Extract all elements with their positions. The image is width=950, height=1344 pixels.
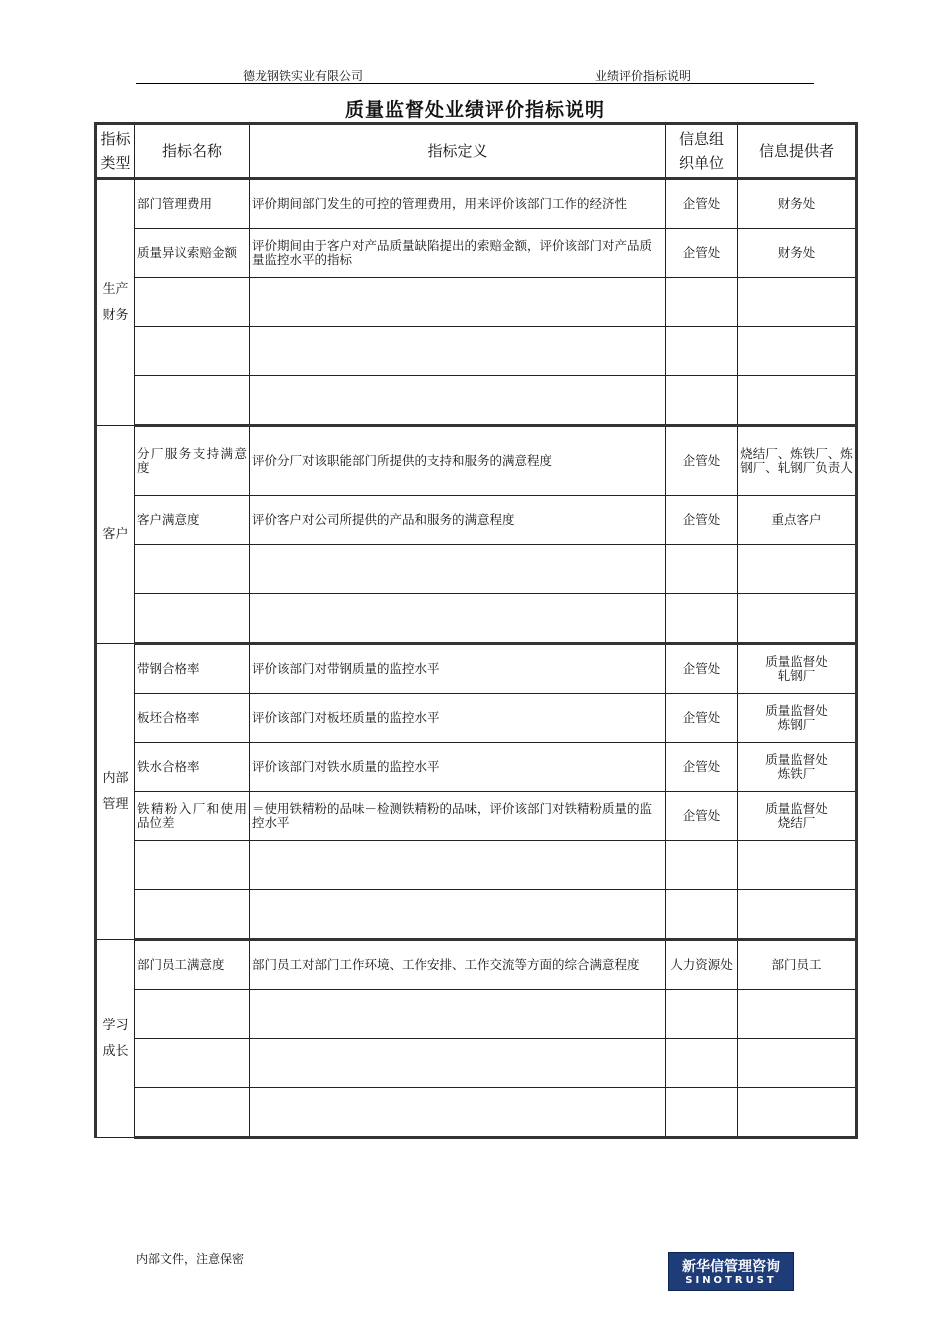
indicator-name-cell: 铁水合格率 (135, 743, 250, 792)
info-provider-cell (738, 327, 857, 376)
info-provider-cell (738, 1039, 857, 1088)
col-header-name: 指标名称 (135, 124, 250, 179)
col-header-unit: 信息组 织单位 (666, 124, 738, 179)
indicator-definition-cell: 评价该部门对带钢质量的监控水平 (250, 644, 666, 694)
indicator-definition-cell (250, 1039, 666, 1088)
indicator-definition-cell: 评价该部门对板坯质量的监控水平 (250, 694, 666, 743)
indicator-name-cell (135, 327, 250, 376)
info-unit-cell (666, 327, 738, 376)
header-company: 德龙钢铁实业有限公司 (243, 69, 364, 83)
indicator-name-cell (135, 1088, 250, 1138)
table-row (96, 743, 857, 792)
indicator-name-cell (135, 376, 250, 426)
table-row (96, 792, 857, 841)
indicator-definition-cell: 评价客户对公司所提供的产品和服务的满意程度 (250, 496, 666, 545)
category-cell: 客户 (96, 426, 135, 644)
table-row (96, 496, 857, 545)
indicator-name-cell: 板坯合格率 (135, 694, 250, 743)
info-provider-cell (738, 841, 857, 890)
info-unit-cell: 企管处 (666, 694, 738, 743)
indicator-name-cell: 带钢合格率 (135, 644, 250, 694)
indicator-definition-cell (250, 278, 666, 327)
indicator-definition-cell (250, 841, 666, 890)
header-rule (136, 83, 814, 84)
table-row (96, 426, 857, 496)
info-provider-cell (738, 376, 857, 426)
info-unit-cell (666, 594, 738, 644)
info-unit-cell: 企管处 (666, 792, 738, 841)
table-row (96, 376, 857, 426)
info-provider-cell: 质量监督处 炼铁厂 (738, 743, 857, 792)
info-provider-cell (738, 890, 857, 940)
indicator-definition-cell: 评价分厂对该职能部门所提供的支持和服务的满意程度 (250, 426, 666, 496)
indicator-name-cell (135, 545, 250, 594)
logo-english-text: SINOTRUST (685, 1275, 777, 1286)
table-row (96, 1039, 857, 1088)
indicator-name-cell (135, 1039, 250, 1088)
table-row (96, 278, 857, 327)
category-cell: 内部 管理 (96, 644, 135, 940)
info-provider-cell: 质量监督处 炼钢厂 (738, 694, 857, 743)
info-unit-cell (666, 1039, 738, 1088)
info-unit-cell: 企管处 (666, 229, 738, 278)
table-row (96, 545, 857, 594)
info-provider-cell: 部门员工 (738, 940, 857, 990)
table-row (96, 1088, 857, 1138)
indicator-definition-cell: 评价期间由于客户对产品质量缺陷提出的索赔金额，评价该部门对产品质量监控水平的指标 (250, 229, 666, 278)
info-unit-cell (666, 545, 738, 594)
table-row (96, 594, 857, 644)
info-unit-cell (666, 890, 738, 940)
info-provider-cell (738, 990, 857, 1039)
info-provider-cell: 财务处 (738, 179, 857, 229)
logo-chinese-text: 新华信管理咨询 (682, 1259, 780, 1275)
indicator-definition-cell: ＝使用铁精粉的品味－检测铁精粉的品味，评价该部门对铁精粉质量的监控水平 (250, 792, 666, 841)
info-provider-cell (738, 594, 857, 644)
indicator-definition-cell (250, 594, 666, 644)
indicator-definition-cell: 评价该部门对铁水质量的监控水平 (250, 743, 666, 792)
col-header-type: 指标 类型 (96, 124, 135, 179)
info-unit-cell: 企管处 (666, 743, 738, 792)
indicator-name-cell (135, 841, 250, 890)
info-provider-cell: 财务处 (738, 229, 857, 278)
info-provider-cell: 质量监督处 烧结厂 (738, 792, 857, 841)
info-unit-cell (666, 990, 738, 1039)
indicator-definition-cell: 评价期间部门发生的可控的管理费用，用来评价该部门工作的经济性 (250, 179, 666, 229)
info-unit-cell: 企管处 (666, 496, 738, 545)
category-cell: 生产 财务 (96, 179, 135, 426)
info-provider-cell (738, 278, 857, 327)
indicator-definition-cell (250, 890, 666, 940)
indicator-name-cell (135, 594, 250, 644)
indicator-name-cell: 客户满意度 (135, 496, 250, 545)
indicator-definition-cell (250, 545, 666, 594)
indicator-definition-cell (250, 990, 666, 1039)
info-provider-cell (738, 545, 857, 594)
table-row (96, 229, 857, 278)
header-doc-type: 业绩评价指标说明 (595, 69, 692, 83)
table-row (96, 841, 857, 890)
table-row (96, 890, 857, 940)
table-row (96, 179, 857, 229)
info-unit-cell (666, 841, 738, 890)
indicator-name-cell (135, 990, 250, 1039)
table-row (96, 327, 857, 376)
sinotrust-logo (668, 1252, 794, 1291)
indicator-definition-cell (250, 327, 666, 376)
indicator-name-cell (135, 278, 250, 327)
table-row (96, 694, 857, 743)
col-header-definition: 指标定义 (250, 124, 666, 179)
info-unit-cell (666, 376, 738, 426)
indicator-name-cell: 部门员工满意度 (135, 940, 250, 990)
indicator-definition-cell: 部门员工对部门工作环境、工作安排、工作交流等方面的综合满意程度 (250, 940, 666, 990)
col-header-provider: 信息提供者 (738, 124, 857, 179)
indicator-name-cell: 部门管理费用 (135, 179, 250, 229)
indicator-name-cell: 质量异议索赔金额 (135, 229, 250, 278)
category-cell: 学习 成长 (96, 940, 135, 1138)
table-header-row (96, 124, 857, 179)
indicator-definition-cell (250, 376, 666, 426)
info-provider-cell (738, 1088, 857, 1138)
info-unit-cell (666, 278, 738, 327)
indicator-table-wrapper (94, 122, 858, 1139)
indicator-table (94, 122, 858, 1139)
indicator-name-cell (135, 890, 250, 940)
page-title: 质量监督处业绩评价指标说明 (344, 99, 605, 121)
indicator-name-cell: 铁精粉入厂和使用品位差 (135, 792, 250, 841)
indicator-name-cell: 分厂服务支持满意度 (135, 426, 250, 496)
table-row (96, 990, 857, 1039)
info-unit-cell: 企管处 (666, 426, 738, 496)
footer-note: 内部文件，注意保密 (136, 1252, 245, 1266)
info-provider-cell: 重点客户 (738, 496, 857, 545)
table-row (96, 644, 857, 694)
info-unit-cell: 人力资源处 (666, 940, 738, 990)
info-unit-cell (666, 1088, 738, 1138)
info-provider-cell: 质量监督处 轧钢厂 (738, 644, 857, 694)
info-unit-cell: 企管处 (666, 644, 738, 694)
info-unit-cell: 企管处 (666, 179, 738, 229)
info-provider-cell: 烧结厂、炼铁厂、炼钢厂、轧钢厂负责人 (738, 426, 857, 496)
indicator-definition-cell (250, 1088, 666, 1138)
table-row (96, 940, 857, 990)
